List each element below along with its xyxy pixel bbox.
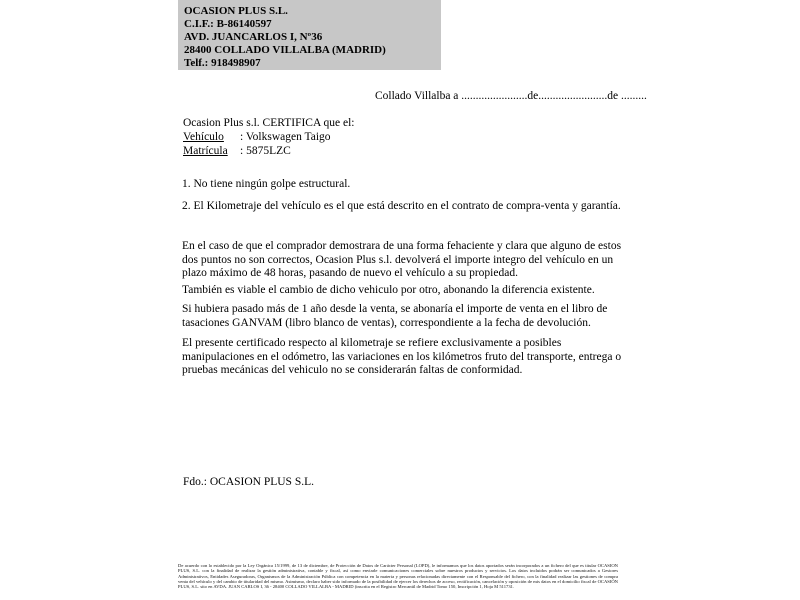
plate-label: Matrícula (183, 145, 228, 157)
company-phone: Telf.: 918498907 (184, 56, 261, 69)
vehicle-line (183, 131, 331, 143)
legal-fineprint: De acuerdo con lo establecido por la Ley Orgánica 15/1999, de 13 de diciembre, de Protección de Datos de Carácter Personal (LOPD), le informamos que los datos aportados serán incorporados a un fichero del que es titular OCASION PLUS, S.L. con la finalidad de realizar la gestión administrativa, contable y fiscal, así como enviarle comunicaciones comerciales sobre nuestros productos y servicios. Los datos incluidos podrán ser comunicados a Gestores Administrativos, Entidades Aseguradoras, Organismos de la Administración Pública con competencia en la materia y personas relacionadas directamente con el Responsable del fichero, con la finalidad realizar las gestiones de compra venta del vehículo y del cambio de titularidad del mismo. Asimismo, declaro haber sido informado de la posibilidad de ejercer los derechos de acceso, rectificación, cancelación y oposición de mis datos en el domicilio fiscal de OCASIÓN PLUS, S.L. sito en AVDA. JUAN CARLOS I, 36 - 28400 COLLADO VILLALBA - MADRID (inscrita en el Registro Mercantil de Madrid Tomo 150, Inscripción 1, Hoja M 511731. (178, 563, 618, 590)
plate-value: : 5875LZC (240, 145, 291, 157)
plate-line (183, 145, 291, 157)
exchange-paragraph: También es viable el cambio de dicho vehiculo por otro, abonando la diferencia existente. (182, 284, 595, 296)
signature-line: Fdo.: OCASION PLUS S.L. (183, 476, 314, 488)
certifies-statement: Ocasion Plus s.l. CERTIFICA que el: (183, 117, 355, 129)
refund-paragraph: En el caso de que el comprador demostrara de una forma fehaciente y clara que alguno de estos dos puntos no son correctos, Ocasion Plus s.l. devolverá el importe integro del vehículo en un plazo máximo de 48 horas, pasando de nuevo el vehículo a su propiedad. (182, 240, 622, 280)
condition-point-2: 2. El Kilometraje del vehículo es el que está descrito en el contrato de compra-venta y garantía. (182, 200, 621, 212)
vehicle-label: Vehículo (183, 131, 224, 143)
date-fill-in-line: Collado Villalba a .......................de........................de ......... (375, 90, 647, 102)
vehicle-value: : Volkswagen Taigo (240, 131, 331, 143)
company-name: OCASION PLUS S.L. (184, 5, 288, 17)
ganvam-paragraph: Si hubiera pasado más de 1 año desde la venta, se abonaría el importe de venta en el libro de tasaciones GANVAM (libro blanco de ventas), correspondiente a la fecha de devolución. (182, 303, 608, 329)
odometer-paragraph: El presente certificado respecto al kilometraje se refiere exclusivamente a posibles manipulaciones en el odómetro, las variaciones en los kilómetros fruto del transporte, entrega o pruebas mecánicas del vehiculo no se considerarán faltas de conformidad. (182, 337, 622, 377)
company-cif: C.I.F.: B-86140597 (184, 17, 272, 30)
company-address: AVD. JUANCARLOS I, Nº36 (184, 30, 323, 43)
company-city: 28400 COLLADO VILLALBA (MADRID) (184, 43, 386, 56)
company-header-block (178, 0, 441, 70)
condition-point-1: 1. No tiene ningún golpe estructural. (182, 178, 351, 190)
